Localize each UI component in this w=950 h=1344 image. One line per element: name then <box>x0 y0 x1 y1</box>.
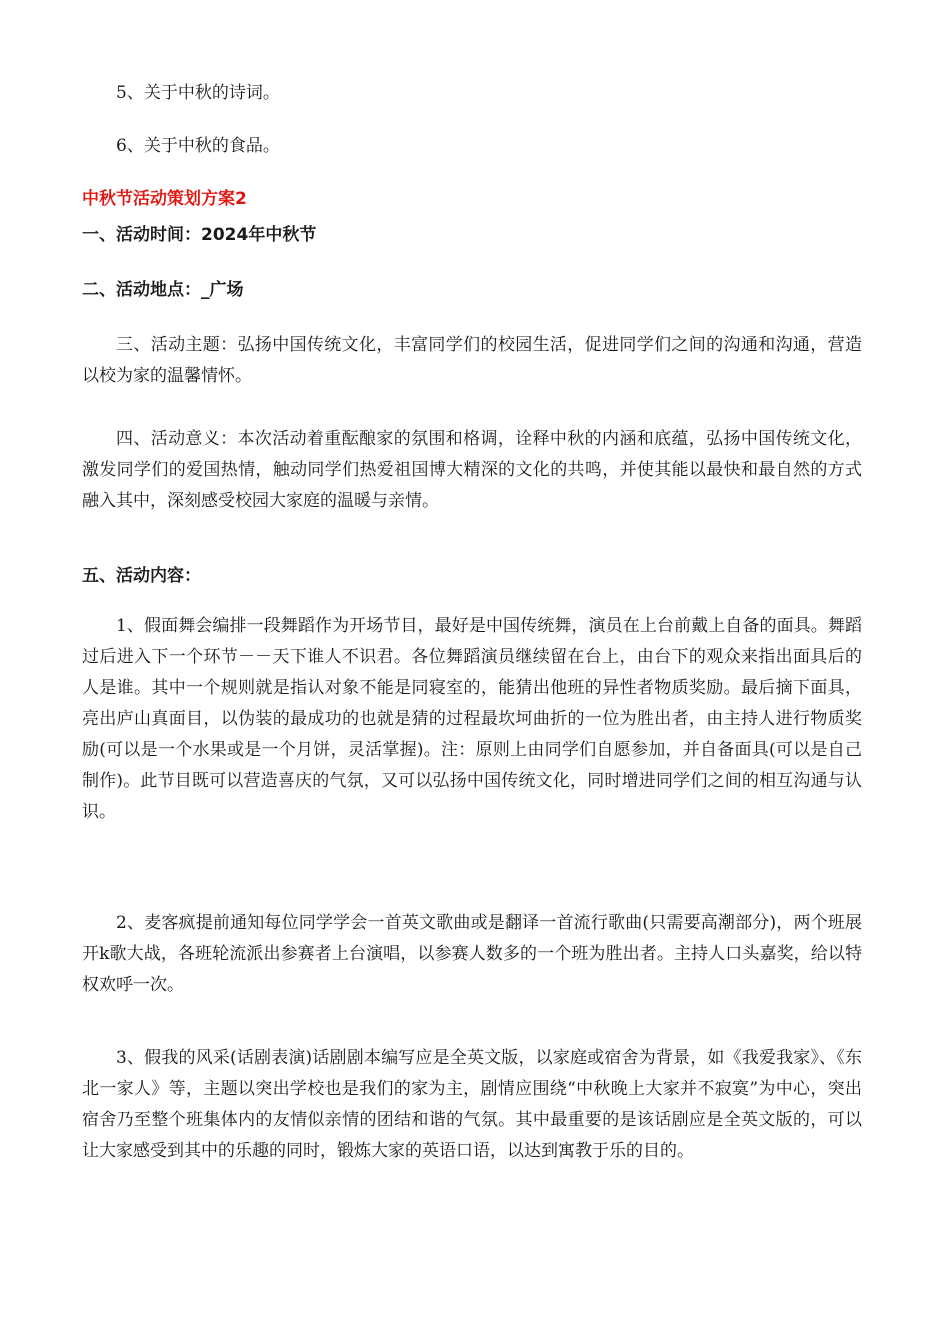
section-title: 中秋节活动策划方案2 <box>82 189 247 209</box>
heading-activity-content: 五、活动内容： <box>82 566 201 586</box>
heading-activity-place: 二、活动地点：_广场 <box>82 280 244 300</box>
list-item-foods: 6、关于中秋的食品。 <box>116 136 280 156</box>
paragraph-item-drama: 3、假我的风采(话剧表演)话剧剧本编写应是全英文版，以家庭或宿舍为背景，如《我爱我家》、《东北一家人》等，主题以突出学校也是我们的家为主，剧情应围绕“中秋晚上大家并不寂寞”为中心，突出宿舍乃至整个班集体内的友情似亲情的团结和谐的气氛。其中最重要的是该话剧应是全英文版的，可以让大家感受到其中的乐趣的同时，锻炼大家的英语口语，以达到寓教于乐的目的。 <box>82 1048 862 1161</box>
paragraph-item-masquerade: 1、假面舞会编排一段舞蹈作为开场节目，最好是中国传统舞，演员在上台前戴上自备的面具。舞蹈过后进入下一个环节－－天下谁人不识君。各位舞蹈演员继续留在台上，由台下的观众来指出面具后的人是谁。其中一个规则就是指认对象不能是同寝室的，能猜出他班的异性者物质奖励。最后摘下面具，亮出庐山真面目，以伪装的最成功的也就是猜的过程最坎坷曲折的一位为胜出者，由主持人进行物质奖励(可以是一个水果或是一个月饼，灵活掌握)。注：原则上由同学们自愿参加，并自备面具(可以是自己制作)。此节目既可以营造喜庆的气氛，又可以弘扬中国传统文化，同时增进同学们之间的相互沟通与认识。 <box>82 616 862 822</box>
list-item-poems: 5、关于中秋的诗词。 <box>116 83 280 103</box>
paragraph-meaning: 四、活动意义：本次活动着重酝酿家的氛围和格调，诠释中秋的内涵和底蕴，弘扬中国传统文化，激发同学们的爱国热情，触动同学们热爱祖国博大精深的文化的共鸣，并使其能以最快和最自然的方式融入其中，深刻感受校园大家庭的温暖与亲情。 <box>82 429 862 511</box>
paragraph-item-karaoke: 2、麦客疯提前通知每位同学学会一首英文歌曲或是翻译一首流行歌曲(只需要高潮部分)，两个班展开k歌大战，各班轮流派出参赛者上台演唱，以参赛人数多的一个班为胜出者。主持人口头嘉奖，给以特权欢呼一次。 <box>82 913 862 995</box>
paragraph-theme: 三、活动主题：弘扬中国传统文化，丰富同学们的校园生活，促进同学们之间的沟通和沟通，营造以校为家的温馨情怀。 <box>82 335 862 386</box>
heading-activity-time: 一、活动时间：2024年中秋节 <box>82 225 317 245</box>
